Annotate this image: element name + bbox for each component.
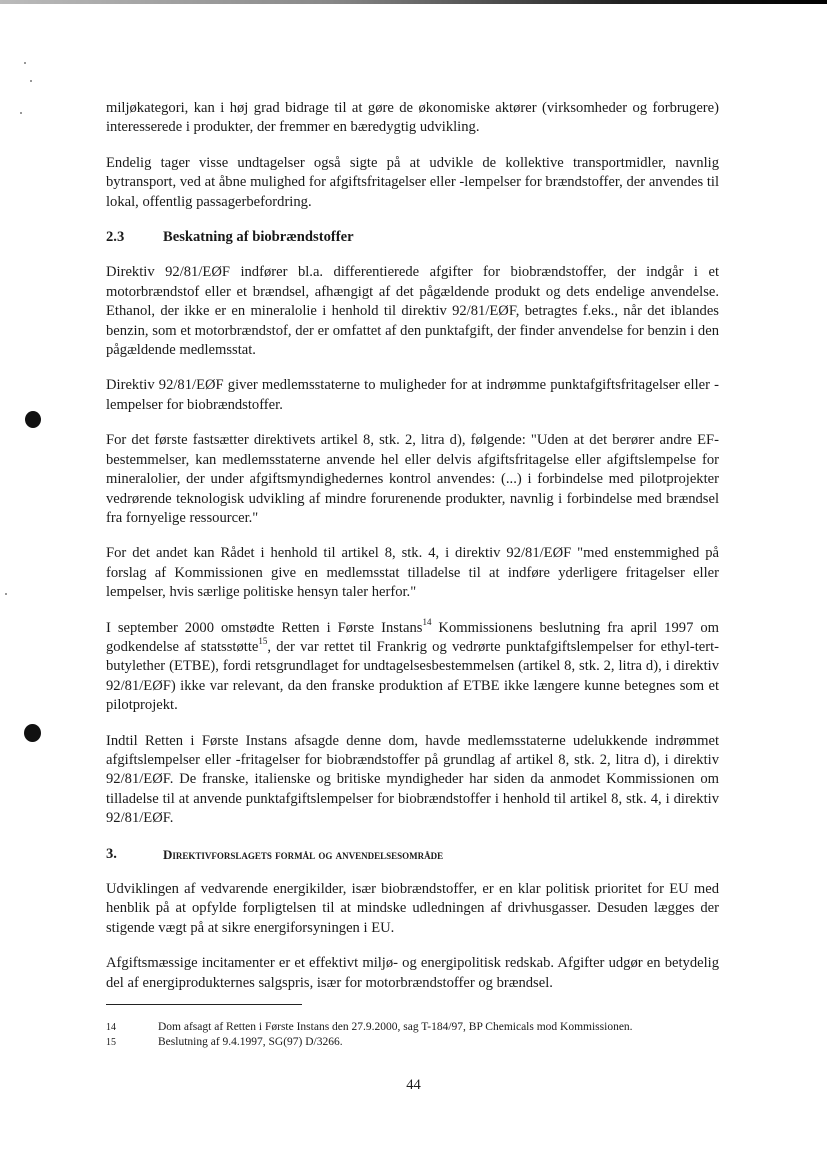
page-number: 44	[406, 1077, 421, 1093]
paragraph: miljøkategori, kan i høj grad bidrage til at gøre de økonomiske aktører (virksomheder og forbrugere) interesserede i produkter, der fremmer en bæredygtig udvikling.	[106, 100, 719, 136]
paragraph: Afgiftsmæssige incitamenter er et effektivt miljø- og energipolitisk redskab. Afgifter udgør en betydelig del af energiprodukternes salgspris, især for motorbrændstoffer og brændsel.	[106, 955, 719, 991]
footnote-text: Beslutning af 9.4.1997, SG(97) D/3266.	[158, 1036, 343, 1048]
scan-speck	[24, 62, 26, 64]
section-heading-3	[106, 845, 719, 864]
paragraph: For det andet kan Rådet i henhold til artikel 8, stk. 4, i direktiv 92/81/EØF "med enstemmighed på forslag af Kommissionen give en medlemsstat tilladelse til at indføre yderligere fritagelser eller lempelser, hvis særlige politiske hensyn taler herfor."	[106, 545, 719, 601]
punch-hole-mark	[25, 411, 41, 428]
paragraph-with-footnotes	[106, 616, 720, 716]
paragraph: Udviklingen af vedvarende energikilder, især biobrændstoffer, er en klar politisk prioritet for EU med henblik på at opfylde forpligtelsen til at mindske udledningen af drivhusgasser. Desuden lægges der stigende vægt på at sikre energiforsyningen i EU.	[106, 881, 719, 936]
footnote	[106, 1020, 746, 1035]
footnote-number: 14	[106, 1022, 116, 1033]
section-title: Beskatning af biobrændstoffer	[163, 229, 354, 246]
section-title: Direktivforslagets formål og anvendelsesområde	[163, 846, 444, 862]
section-number: 2.3	[106, 229, 125, 246]
section-heading-2-3	[106, 228, 719, 247]
scan-speck	[30, 80, 32, 82]
paragraph: Direktiv 92/81/EØF giver medlemsstaterne to muligheder for at indrømme punktafgiftsfritagelser eller -lempelser for biobrændstoffer.	[106, 377, 719, 413]
punch-hole-mark	[24, 724, 41, 742]
text-run: , der var rettet til Frankrig og vedrørte punktafgiftslempelser for ethyl-tert-butylether (ETBE), fordi retsgrundlaget for undtagelsesbestemmelsen (artikel 8, stk. 2, litra d), i direktiv 92/81/EØF) ikke var relevant, da den franske produktion af ETBE ikke længere kunne betegnes som et pilotprojekt.	[106, 638, 719, 714]
footnote-separator	[106, 1004, 302, 1005]
scan-speck	[5, 593, 7, 595]
document-body	[106, 99, 719, 993]
text-run: I september 2000 omstødte Retten i Første Instans	[106, 619, 423, 636]
paragraph: For det første fastsætter direktivets artikel 8, stk. 2, litra d), følgende: "Uden at det berører andre EF-bestemmelser, kan medlemsstaterne anvende hel eller delvis afgiftsfritagelse eller afgiftslempelse for mineralolier, der under afgiftsmyndighedernes kontrol anvendes: (...) i forbindelse med pilotprojekter vedrørende teknologisk udvikling af mindre forurenende produkter, navnlig i forbindelse med brændsel fra fornyelige ressourcer."	[106, 432, 719, 526]
scan-speck	[20, 112, 22, 114]
footnote	[106, 1035, 746, 1050]
scan-top-edge	[0, 0, 827, 4]
paragraph: Indtil Retten i Første Instans afsagde denne dom, havde medlemsstaterne udelukkende indrømmet afgiftslempelser eller -fritagelser for biobrændstoffer på grundlag af artikel 8, stk. 2, litra d), i direktiv 92/81/EØF. De franske, italienske og britiske myndigheder har siden da anmodet Kommissionen om tilladelse til at anvende punktafgiftslempelser for biobrændstoffer i henhold til artikel 8, stk. 4, i direktiv 92/81/EØF.	[106, 732, 719, 827]
section-number: 3.	[106, 845, 117, 862]
footnote-ref: 15	[258, 636, 268, 647]
paragraph: Direktiv 92/81/EØF indfører bl.a. differentierede afgifter for biobrændstoffer, der indgår i et motorbrændstof eller et brændsel, afhængigt af det pågældende produkt og dets endelige anvendelse. Ethanol, der ikke er en mineralolie i henhold til direktiv 92/81/EØF, betragtes f.eks., når det iblandes benzin, som et motorbrændstof, der er omfattet af den punktafgift, der finder anvendelse for benzin i den pågældende medlemsstat.	[106, 264, 719, 359]
footnote-number: 15	[106, 1037, 116, 1048]
paragraph: Endelig tager visse undtagelser også sigte på at udvikle de kollektive transportmidler, navnlig bytransport, ved at åbne mulighed for afgiftsfritagelser eller -lempelser for brændstoffer, der anvendes til lokal, offentlig passagerbefordring.	[106, 154, 719, 210]
footnote-ref: 14	[422, 616, 432, 627]
footnote-text: Dom afsagt af Retten i Første Instans den 27.9.2000, sag T-184/97, BP Chemicals mod Kommissionen.	[158, 1021, 633, 1033]
text-run: Kommissionens beslutning fra april 1997 om godkendelse af statsstøtte	[106, 619, 720, 655]
